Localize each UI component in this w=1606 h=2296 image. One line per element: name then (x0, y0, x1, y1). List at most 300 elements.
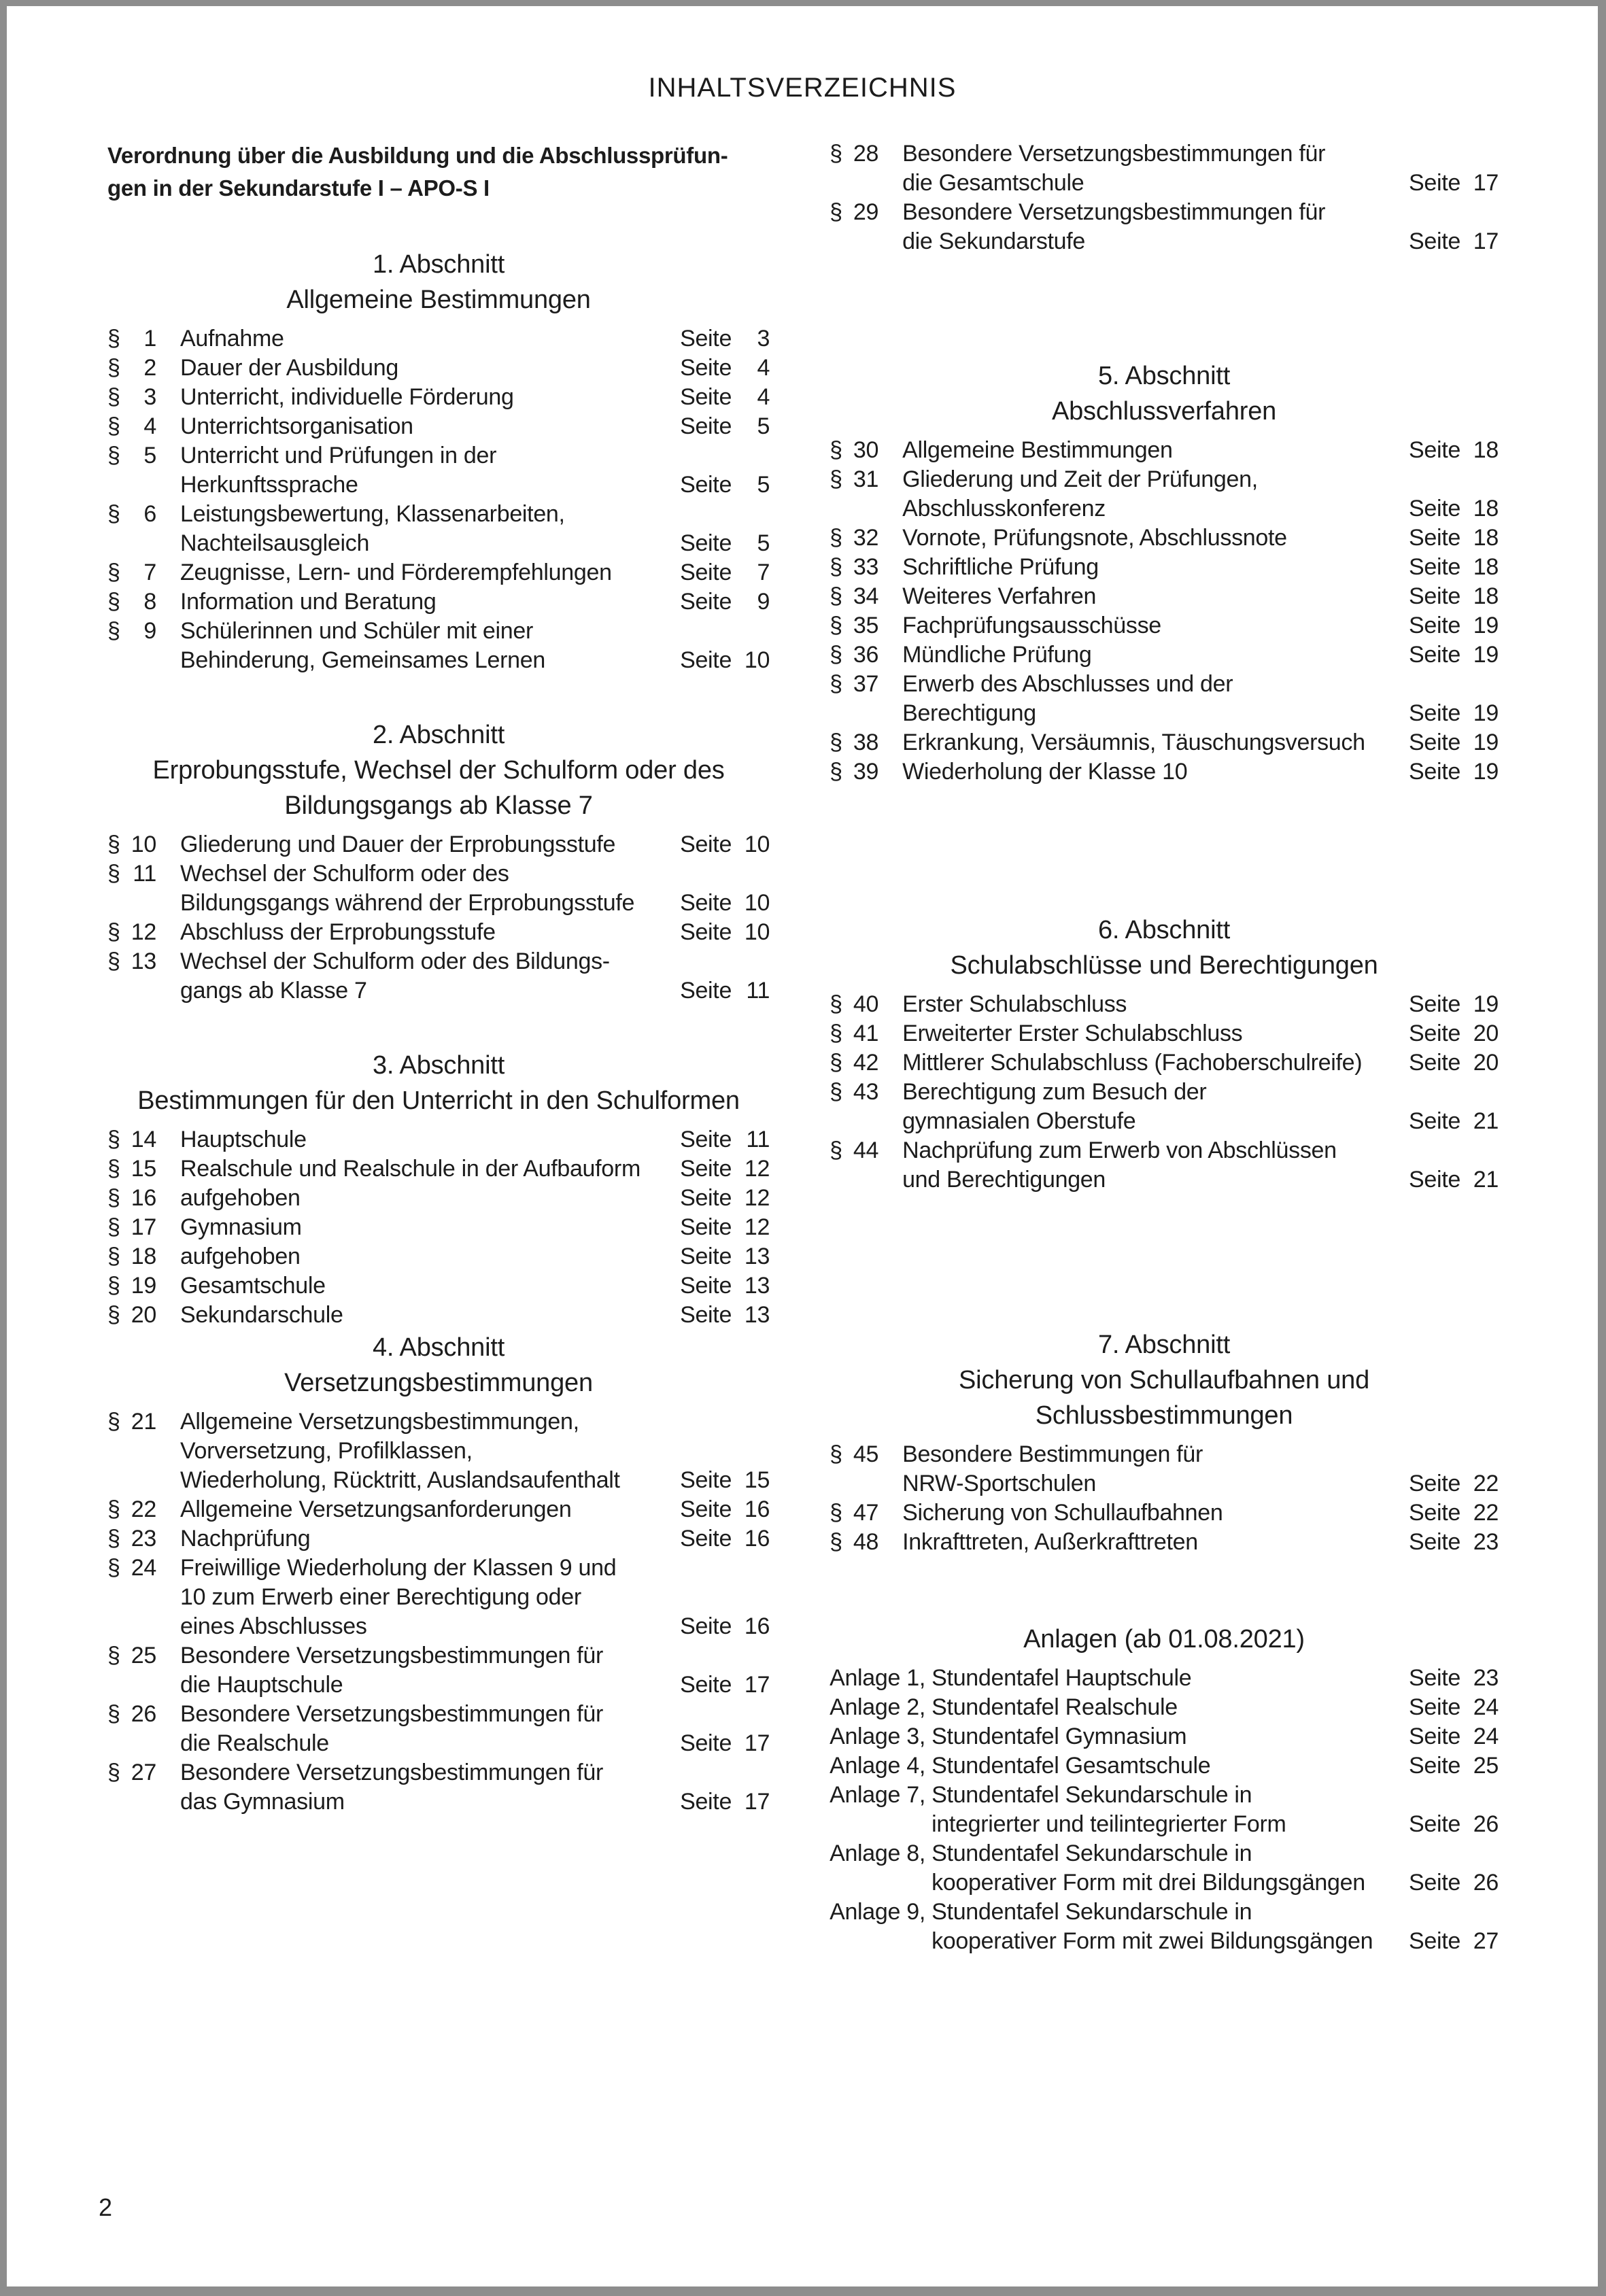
entry-title-line: Nachprüfung (180, 1526, 311, 1552)
toc-entry-row (107, 859, 770, 918)
seite-number: 18 (1473, 554, 1499, 580)
toc-entry-row (107, 1524, 770, 1554)
toc-anlage-row (830, 1751, 1499, 1781)
section-heading (107, 1048, 770, 1118)
paragraph-number (107, 1154, 156, 1184)
paragraph-sign: § (107, 1526, 120, 1552)
paragraph-sign: § (107, 1701, 120, 1727)
page-reference (1402, 728, 1499, 757)
toc-anlage-row (830, 1664, 1499, 1693)
paragraph-sign: § (830, 1529, 842, 1555)
anlage-title (830, 1781, 1402, 1839)
section-heading-line: Anlagen (ab 01.08.2021) (1023, 1625, 1305, 1654)
page-reference (1402, 436, 1499, 465)
page-reference (1402, 1664, 1499, 1693)
paragraph-number (107, 441, 156, 470)
entry-title-line: aufgehoben (180, 1244, 301, 1269)
anlage-title (830, 1839, 1402, 1898)
paragraph-number-value: 37 (853, 671, 879, 697)
paragraph-number-value: 35 (853, 613, 879, 638)
seite-number: 7 (757, 560, 770, 585)
seite-number: 19 (1473, 759, 1499, 785)
paragraph-number-value: 24 (131, 1555, 156, 1581)
entry-title (180, 1125, 673, 1154)
regulation-title (107, 139, 770, 205)
entry-title (180, 1271, 673, 1301)
seite-number: 18 (1473, 525, 1499, 551)
paragraph-number-value: 23 (131, 1526, 156, 1552)
seite-label: Seite (680, 589, 732, 615)
seite-label: Seite (680, 1156, 732, 1182)
section-heading-line: 3. Abschnitt (373, 1051, 505, 1080)
paragraph-number (107, 947, 156, 976)
entry-title (180, 1242, 673, 1271)
entry-title (902, 436, 1402, 465)
section-heading-line: 1. Abschnitt (373, 250, 505, 279)
paragraph-sign: § (107, 501, 120, 527)
seite-label: Seite (680, 413, 732, 439)
entry-title (180, 859, 673, 918)
entry-title-line: Abschluss der Erprobungsstufe (180, 919, 496, 945)
section-heading (107, 717, 770, 823)
paragraph-number (830, 139, 878, 169)
seite-label: Seite (680, 1496, 732, 1522)
seite-label: Seite (680, 832, 732, 857)
seite-number: 11 (746, 1127, 770, 1152)
paragraph-number-value: 8 (143, 589, 156, 615)
paragraph-number-value: 17 (131, 1214, 156, 1240)
paragraph-number (830, 1498, 878, 1528)
page-reference (1402, 1107, 1499, 1136)
entry-title-line: Wiederholung der Klasse 10 (902, 759, 1188, 785)
paragraph-sign: § (107, 560, 120, 585)
toc-entry-row (830, 139, 1499, 198)
paragraph-number-value: 13 (131, 948, 156, 974)
toc-entry-row (107, 1301, 770, 1330)
seite-number: 4 (757, 355, 770, 381)
paragraph-sign: § (830, 991, 842, 1017)
seite-number: 26 (1473, 1811, 1499, 1837)
seite-number: 16 (744, 1613, 770, 1639)
page-reference (1402, 1048, 1499, 1078)
toc-anlage-row (830, 1898, 1499, 1956)
seite-label: Seite (1409, 1050, 1460, 1076)
page-reference (1402, 611, 1499, 640)
seite-label: Seite (680, 890, 732, 916)
entry-title-line: Fachprüfungsausschüsse (902, 613, 1161, 638)
seite-label: Seite (1409, 1724, 1460, 1749)
entry-title-line: Besondere Bestimmungen für (902, 1441, 1203, 1467)
paragraph-number-value: 31 (853, 466, 879, 492)
toc-entry-row (107, 558, 770, 587)
entry-title-line: Zeugnisse, Lern- und Förderempfehlungen (180, 560, 612, 585)
page-reference (673, 1213, 770, 1242)
toc-entry-row (107, 1700, 770, 1758)
page-reference (1402, 1722, 1499, 1751)
entry-title-line: Schriftliche Prüfung (902, 554, 1099, 580)
entry-title-line: Besondere Versetzungsbestimmungen für (902, 199, 1326, 225)
seite-number: 5 (757, 413, 770, 439)
paragraph-number (107, 1554, 156, 1583)
entry-title-line: Abschlusskonferenz (902, 496, 1106, 521)
seite-number: 19 (1473, 730, 1499, 755)
page-reference (673, 1154, 770, 1184)
paragraph-number (107, 1758, 156, 1787)
page-reference (673, 1612, 770, 1641)
paragraph-number-value: 30 (853, 437, 879, 463)
seite-number: 5 (757, 472, 770, 498)
entry-title (180, 558, 673, 587)
entry-title-line: Allgemeine Versetzungsanforderungen (180, 1496, 572, 1522)
paragraph-number (830, 524, 878, 553)
toc-entry-row (107, 1271, 770, 1301)
toc-entry-row (830, 1498, 1499, 1528)
paragraph-number-value: 39 (853, 759, 879, 785)
paragraph-number (830, 757, 878, 787)
section-heading-line: Abschlussverfahren (1051, 397, 1277, 426)
page-reference (673, 1184, 770, 1213)
section-heading-line: 7. Abschnitt (1098, 1331, 1231, 1359)
page-reference (673, 412, 770, 441)
page-reference (1402, 1019, 1499, 1048)
paragraph-number-value: 43 (853, 1079, 879, 1105)
seite-number: 16 (744, 1526, 770, 1552)
anlage-title (830, 1751, 1402, 1781)
seite-label: Seite (680, 1467, 732, 1493)
toc-entry-row (830, 524, 1499, 553)
entry-title-line: Unterricht, individuelle Förderung (180, 384, 514, 410)
paragraph-number-value: 38 (853, 730, 879, 755)
toc-entry-row (107, 1213, 770, 1242)
paragraph-number (107, 1407, 156, 1437)
seite-label: Seite (680, 1214, 732, 1240)
paragraph-sign: § (107, 413, 120, 439)
paragraph-sign: § (830, 730, 842, 755)
toc-entry-row (830, 757, 1499, 787)
seite-number: 22 (1473, 1500, 1499, 1526)
paragraph-number-value: 28 (853, 141, 879, 167)
paragraph-number-value: 2 (143, 355, 156, 381)
toc-entry-row (107, 1641, 770, 1700)
paragraph-number-value: 40 (853, 991, 879, 1017)
seite-number: 10 (744, 890, 770, 916)
seite-number: 17 (744, 1672, 770, 1698)
seite-number: 21 (1473, 1167, 1499, 1193)
entry-title (902, 139, 1402, 198)
paragraph-number (830, 990, 878, 1019)
entry-title-line: Hauptschule (180, 1127, 307, 1152)
paragraph-number-value: 19 (131, 1273, 156, 1299)
paragraph-number (107, 1700, 156, 1729)
page-reference (1402, 699, 1499, 728)
paragraph-sign: § (830, 199, 842, 225)
seite-number: 17 (744, 1789, 770, 1815)
page-reference (1402, 1868, 1499, 1898)
seite-number: 15 (744, 1467, 770, 1493)
paragraph-sign: § (107, 1244, 120, 1269)
paragraph-number-value: 14 (131, 1127, 156, 1152)
seite-label: Seite (680, 1185, 732, 1211)
seite-label: Seite (1409, 554, 1460, 580)
toc-entry-row (830, 640, 1499, 670)
toc-entry-row (107, 324, 770, 354)
seite-number: 12 (744, 1185, 770, 1211)
seite-number: 17 (1473, 228, 1499, 254)
entry-title-line: das Gymnasium (180, 1789, 345, 1815)
section-heading-line: Bestimmungen für den Unterricht in den Schulformen (137, 1086, 740, 1115)
paragraph-number (107, 617, 156, 646)
entry-title-line: Mittlerer Schulabschluss (Fachoberschulreife) (902, 1050, 1363, 1076)
entry-title-line: Gymnasium (180, 1214, 302, 1240)
page-reference (1402, 1165, 1499, 1195)
seite-label: Seite (1409, 1021, 1460, 1046)
seite-label: Seite (1409, 496, 1460, 521)
anlage-title-line: kooperativer Form mit zwei Bildungsgängen (932, 1928, 1373, 1954)
section-heading-line: Schlussbestimmungen (1035, 1401, 1293, 1430)
entry-title (902, 1528, 1402, 1557)
entry-title-line: Erkrankung, Versäumnis, Täuschungsversuch (902, 730, 1365, 755)
seite-number: 24 (1473, 1694, 1499, 1720)
seite-number: 17 (744, 1730, 770, 1756)
page-reference (673, 529, 770, 558)
paragraph-number-value: 26 (131, 1701, 156, 1727)
seite-number: 20 (1473, 1021, 1499, 1046)
seite-number: 10 (744, 919, 770, 945)
seite-number: 22 (1473, 1471, 1499, 1496)
entry-title-line: die Hauptschule (180, 1672, 343, 1698)
entry-title-line: Gliederung und Dauer der Erprobungsstufe (180, 832, 616, 857)
seite-number: 18 (1473, 583, 1499, 609)
anlage-title-line: Anlage 4, Stundentafel Gesamtschule (830, 1753, 1211, 1779)
toc-entry-row (107, 500, 770, 558)
toc-section (107, 1048, 770, 1330)
paragraph-number (107, 1301, 156, 1330)
paragraph-number-value: 12 (131, 919, 156, 945)
paragraph-number-value: 16 (131, 1185, 156, 1211)
seite-label: Seite (1409, 642, 1460, 668)
paragraph-number-value: 34 (853, 583, 879, 609)
entry-title-line: Besondere Versetzungsbestimmungen für (902, 141, 1326, 167)
entry-title (180, 441, 673, 500)
anlage-title-line: Anlage 2, Stundentafel Realschule (830, 1694, 1178, 1720)
entry-title (902, 1498, 1402, 1528)
page-reference (673, 1301, 770, 1330)
seite-number: 10 (744, 832, 770, 857)
toc-entry-row (107, 441, 770, 500)
seite-number: 4 (757, 384, 770, 410)
page-reference (673, 646, 770, 675)
entry-title-line: eines Abschlusses (180, 1613, 367, 1639)
entry-title (180, 947, 673, 1006)
seite-number: 13 (744, 1302, 770, 1328)
paragraph-sign: § (830, 1021, 842, 1046)
entry-title-line: Erweiterter Erster Schulabschluss (902, 1021, 1243, 1046)
seite-label: Seite (680, 384, 732, 410)
toc-entry-row (830, 1528, 1499, 1557)
paragraph-sign: § (830, 642, 842, 668)
toc-entry-row (830, 611, 1499, 640)
anlage-title-line: kooperativer Form mit drei Bildungsgängen (932, 1870, 1365, 1896)
entry-title-line: Weiteres Verfahren (902, 583, 1097, 609)
seite-label: Seite (1409, 1665, 1460, 1691)
seite-label: Seite (680, 560, 732, 585)
paragraph-number-value: 32 (853, 525, 879, 551)
entry-title-line: Freiwillige Wiederholung der Klassen 9 und (180, 1555, 617, 1581)
paragraph-number-value: 21 (131, 1409, 156, 1435)
seite-number: 27 (1473, 1928, 1499, 1954)
seite-label: Seite (1409, 1500, 1460, 1526)
toc-entry-row (830, 582, 1499, 611)
toc-entry-row (830, 553, 1499, 582)
seite-label: Seite (1409, 228, 1460, 254)
paragraph-number (830, 640, 878, 670)
paragraph-number-value: 22 (131, 1496, 156, 1522)
seite-label: Seite (680, 1526, 732, 1552)
section-heading-line: Allgemeine Bestimmungen (286, 286, 591, 314)
section-heading-line: Schulabschlüsse und Berechtigungen (950, 951, 1378, 980)
page-reference (1402, 1927, 1499, 1956)
page-reference (673, 830, 770, 859)
seite-number: 23 (1473, 1665, 1499, 1691)
entry-title-line: Nachprüfung zum Erwerb von Abschlüssen (902, 1137, 1337, 1163)
entry-title-line: Besondere Versetzungsbestimmungen für (180, 1760, 604, 1785)
paragraph-sign: § (830, 554, 842, 580)
entry-title (902, 1048, 1402, 1078)
paragraph-number (830, 1078, 878, 1107)
paragraph-number-value: 5 (143, 443, 156, 468)
entry-title-line: Besondere Versetzungsbestimmungen für (180, 1643, 604, 1668)
toc-entry-row (107, 587, 770, 617)
page-reference (673, 976, 770, 1006)
entry-title (902, 198, 1402, 256)
entry-title (180, 587, 673, 617)
entry-title-line: Vornote, Prüfungsnote, Abschlussnote (902, 525, 1287, 551)
paragraph-number-value: 33 (853, 554, 879, 580)
anlage-title-line: Anlage 1, Stundentafel Hauptschule (830, 1665, 1192, 1691)
seite-label: Seite (680, 1730, 732, 1756)
page-reference (673, 1787, 770, 1817)
paragraph-sign: § (830, 466, 842, 492)
page-number: 2 (99, 2193, 113, 2221)
toc-column-left (107, 139, 770, 1817)
section-heading-line: Sicherung von Schullaufbahnen und (959, 1366, 1370, 1394)
entry-title (180, 617, 673, 675)
seite-label: Seite (680, 530, 732, 556)
paragraph-sign: § (830, 141, 842, 167)
paragraph-number-value: 20 (131, 1302, 156, 1328)
toc-entry-row (830, 990, 1499, 1019)
toc-entry-row (830, 1078, 1499, 1136)
paragraph-number-value: 15 (131, 1156, 156, 1182)
seite-label: Seite (680, 472, 732, 498)
seite-number: 24 (1473, 1724, 1499, 1749)
paragraph-number (830, 1528, 878, 1557)
toc-anlage-row (830, 1693, 1499, 1722)
paragraph-sign: § (107, 326, 120, 352)
entry-title (902, 611, 1402, 640)
seite-label: Seite (680, 978, 732, 1004)
entry-title (902, 524, 1402, 553)
paragraph-number (107, 1242, 156, 1271)
page-reference (1402, 1693, 1499, 1722)
toc-entry-row (107, 1758, 770, 1817)
page-reference (1402, 169, 1499, 198)
toc-entry-row (830, 1136, 1499, 1195)
paragraph-number-value: 36 (853, 642, 879, 668)
seite-number: 25 (1473, 1753, 1499, 1779)
entry-title-line: Aufnahme (180, 326, 284, 352)
seite-label: Seite (680, 326, 732, 352)
seite-label: Seite (680, 647, 732, 673)
paragraph-number-value: 9 (143, 618, 156, 644)
entry-title-line: Wechsel der Schulform oder des (180, 861, 509, 887)
toc-entry-row (107, 1554, 770, 1641)
entry-title-line: NRW-Sportschulen (902, 1471, 1097, 1496)
seite-number: 13 (744, 1273, 770, 1299)
paragraph-number (107, 500, 156, 529)
anlage-title (830, 1722, 1402, 1751)
toc-entry-row (107, 947, 770, 1006)
paragraph-sign: § (107, 832, 120, 857)
entry-title (180, 324, 673, 354)
paragraph-sign: § (107, 1302, 120, 1328)
seite-number: 10 (744, 647, 770, 673)
entry-title-line: Sicherung von Schullaufbahnen (902, 1500, 1223, 1526)
page-reference (673, 1242, 770, 1271)
paragraph-number (830, 1048, 878, 1078)
seite-label: Seite (680, 1244, 732, 1269)
paragraph-number (830, 670, 878, 699)
toc-entry-row (107, 412, 770, 441)
section-heading (830, 1622, 1499, 1657)
paragraph-number (107, 1641, 156, 1670)
paragraph-number (107, 1524, 156, 1554)
entry-title (180, 383, 673, 412)
section-heading (830, 1327, 1499, 1433)
entry-title (180, 412, 673, 441)
seite-number: 18 (1473, 496, 1499, 521)
seite-label: Seite (680, 1127, 732, 1152)
regulation-title-line: Verordnung über die Ausbildung und die Abschlussprüfun- (107, 143, 728, 168)
entry-title-line: Unterricht und Prüfungen in der (180, 443, 497, 468)
anlage-title-line: Anlage 8, Stundentafel Sekundarschule in (830, 1840, 1252, 1866)
seite-label: Seite (680, 1613, 732, 1639)
toc-section (830, 1327, 1499, 1557)
toc-entry-row (830, 1440, 1499, 1498)
toc-section (830, 1622, 1499, 1956)
paragraph-number-value: 11 (133, 861, 156, 887)
paragraph-number (107, 587, 156, 617)
seite-label: Seite (1409, 613, 1460, 638)
paragraph-number-value: 48 (853, 1529, 879, 1555)
toc-anlage-row (830, 1839, 1499, 1898)
paragraph-number (830, 611, 878, 640)
paragraph-sign: § (107, 618, 120, 644)
page-reference (1402, 553, 1499, 582)
page-reference (673, 918, 770, 947)
paragraph-number-value: 18 (131, 1244, 156, 1269)
paragraph-number-value: 7 (143, 560, 156, 585)
seite-label: Seite (1409, 1811, 1460, 1837)
toc-entry-row (107, 1184, 770, 1213)
paragraph-number-value: 41 (853, 1021, 879, 1046)
entry-title (180, 918, 673, 947)
seite-label: Seite (1409, 1167, 1460, 1193)
page-reference (673, 324, 770, 354)
paragraph-sign: § (107, 443, 120, 468)
entry-title (180, 1154, 673, 1184)
entry-title-line: gymnasialen Oberstufe (902, 1108, 1136, 1134)
